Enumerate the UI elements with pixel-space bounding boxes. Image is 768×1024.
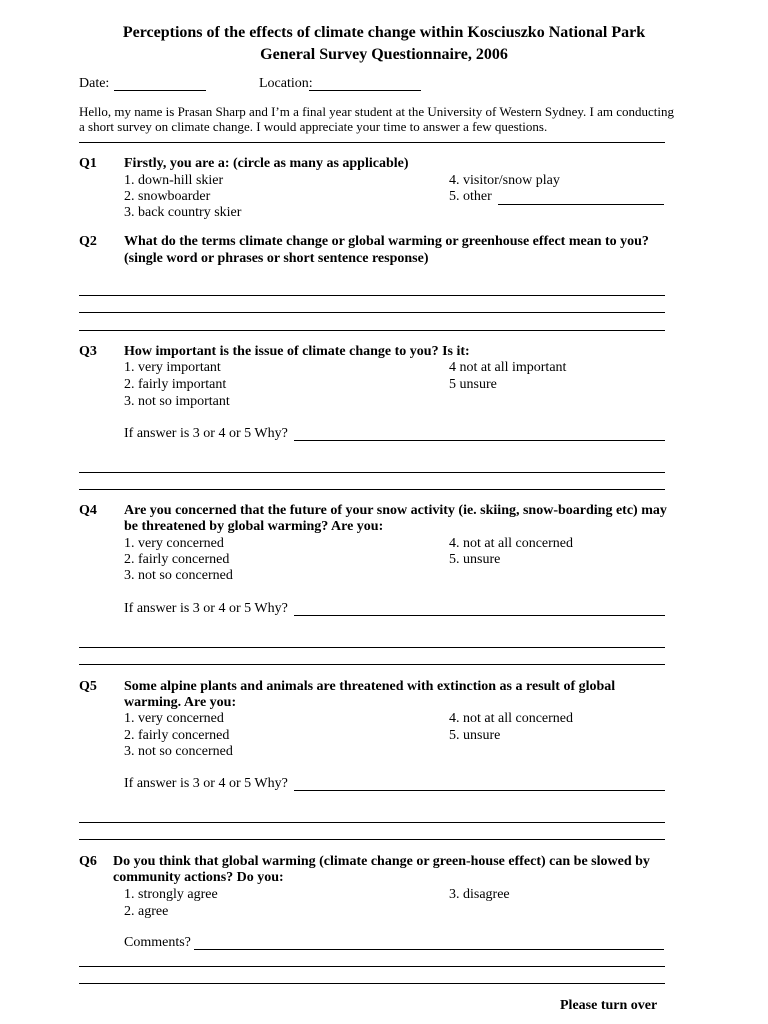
q3-option-2[interactable]: 2. fairly important	[124, 377, 227, 392]
q2-question-line1: What do the terms climate change or global warming or greenhouse effect mean to you?	[124, 234, 649, 249]
intro-line1: Hello, my name is Prasan Sharp and I’m a final year student at the University of Western Sydney. I am conducting	[79, 104, 674, 119]
q3-option-4[interactable]: 4 not at all important	[449, 360, 567, 375]
intro-line2: a short survey on climate change. I would appreciate your time to answer a few questions.	[79, 119, 548, 134]
q1-other-field-line[interactable]	[498, 204, 664, 205]
q1-option-1[interactable]: 1. down-hill skier	[124, 173, 224, 188]
q6-question-line1: Do you think that global warming (climate change or green-house effect) can be slowed by	[113, 854, 650, 869]
q2-question-line2: (single word or phrases or short sentence response)	[124, 251, 429, 266]
date-field-line[interactable]	[114, 90, 206, 91]
location-field-line[interactable]	[309, 90, 421, 91]
q1-option-5[interactable]: 5. other	[449, 189, 492, 204]
q6-comments-label: Comments?	[124, 935, 191, 950]
q5-why-label: If answer is 3 or 4 or 5 Why?	[124, 776, 288, 791]
q4-option-5[interactable]: 5. unsure	[449, 552, 501, 567]
q3-answer-line-2[interactable]	[79, 489, 665, 490]
q4-answer-line-1[interactable]	[79, 647, 665, 648]
q4-option-2[interactable]: 2. fairly concerned	[124, 552, 230, 567]
q4-option-1[interactable]: 1. very concerned	[124, 536, 224, 551]
q3-option-1[interactable]: 1. very important	[124, 360, 221, 375]
q3-why-field-line[interactable]	[294, 440, 665, 441]
q5-option-3[interactable]: 3. not so concerned	[124, 744, 233, 759]
q2-label: Q2	[79, 234, 97, 249]
q4-answer-line-2[interactable]	[79, 664, 665, 665]
date-label: Date:	[79, 76, 110, 91]
q5-option-5[interactable]: 5. unsure	[449, 728, 501, 743]
intro-divider	[79, 142, 665, 143]
q4-why-label: If answer is 3 or 4 or 5 Why?	[124, 601, 288, 616]
q3-question: How important is the issue of climate change to you? Is it:	[124, 344, 470, 359]
q6-answer-line-1[interactable]	[79, 966, 665, 967]
q4-option-3[interactable]: 3. not so concerned	[124, 568, 233, 583]
q1-question: Firstly, you are a: (circle as many as applicable)	[124, 156, 409, 171]
q5-label: Q5	[79, 679, 97, 694]
q5-answer-line-2[interactable]	[79, 839, 665, 840]
q3-option-3[interactable]: 3. not so important	[124, 394, 230, 409]
q3-why-label: If answer is 3 or 4 or 5 Why?	[124, 426, 288, 441]
q2-answer-line-3[interactable]	[79, 330, 665, 331]
turn-over-note: Please turn over	[560, 998, 658, 1013]
q3-label: Q3	[79, 344, 97, 359]
q5-option-4[interactable]: 4. not at all concerned	[449, 711, 574, 726]
q2-answer-line-1[interactable]	[79, 295, 665, 296]
q4-option-4[interactable]: 4. not at all concerned	[449, 536, 574, 551]
q5-question-line1: Some alpine plants and animals are threatened with extinction as a result of global	[124, 679, 616, 694]
location-label: Location:	[259, 76, 313, 91]
q4-label: Q4	[79, 503, 97, 518]
q5-option-1[interactable]: 1. very concerned	[124, 711, 224, 726]
q5-answer-line-1[interactable]	[79, 822, 665, 823]
survey-title-line1: Perceptions of the effects of climate change within Kosciuszko National Park	[122, 24, 646, 41]
q5-option-2[interactable]: 2. fairly concerned	[124, 728, 230, 743]
q4-question-line1: Are you concerned that the future of your snow activity (ie. skiing, snow-boarding etc) may	[124, 503, 667, 518]
q1-label: Q1	[79, 156, 97, 171]
q5-question-line2: warming. Are you:	[124, 695, 237, 710]
q6-option-1[interactable]: 1. strongly agree	[124, 887, 218, 902]
q3-answer-line-1[interactable]	[79, 472, 665, 473]
q6-label: Q6	[79, 854, 97, 869]
q4-why-field-line[interactable]	[294, 615, 665, 616]
q5-why-field-line[interactable]	[294, 790, 665, 791]
q6-question-line2: community actions? Do you:	[113, 870, 284, 885]
q3-option-5[interactable]: 5 unsure	[449, 377, 497, 392]
q1-option-3[interactable]: 3. back country skier	[124, 205, 242, 220]
survey-title-line2: General Survey Questionnaire, 2006	[260, 46, 508, 63]
q6-option-3[interactable]: 3. disagree	[449, 887, 510, 902]
q4-question-line2: be threatened by global warming? Are you:	[124, 519, 384, 534]
q6-option-2[interactable]: 2. agree	[124, 904, 169, 919]
q6-answer-line-2[interactable]	[79, 983, 665, 984]
q6-comments-field-line[interactable]	[194, 949, 664, 950]
q1-option-2[interactable]: 2. snowboarder	[124, 189, 211, 204]
q2-answer-line-2[interactable]	[79, 312, 665, 313]
q1-option-4[interactable]: 4. visitor/snow play	[449, 173, 560, 188]
